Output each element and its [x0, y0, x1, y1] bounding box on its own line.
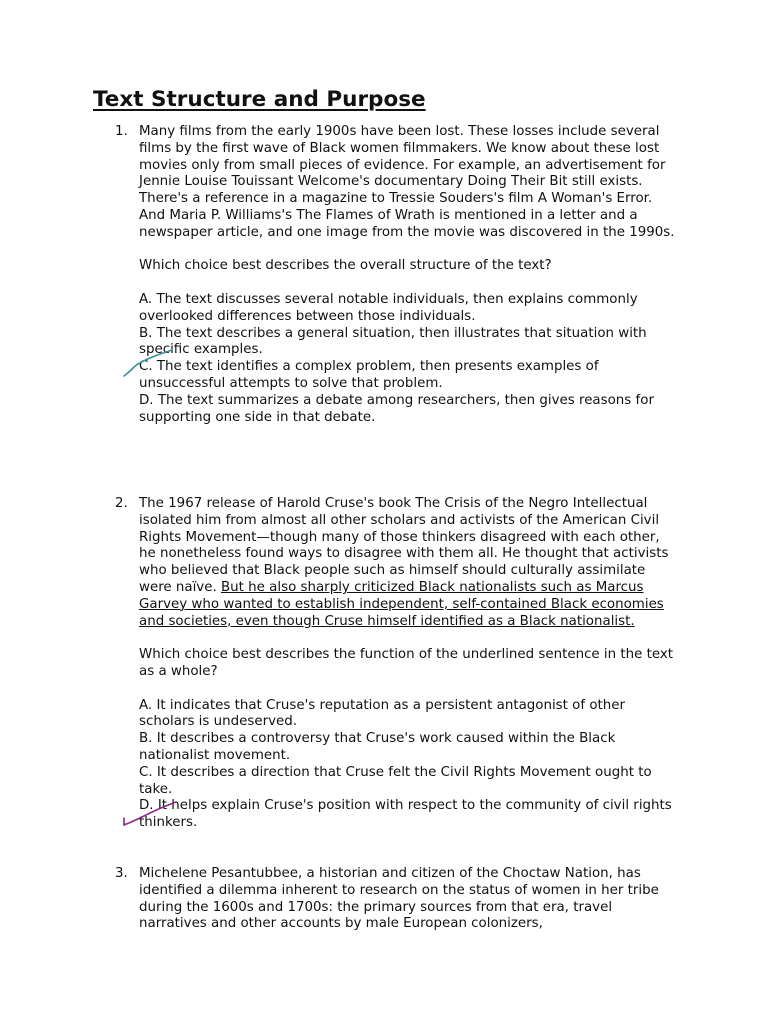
- question-1-passage: Many films from the early 1900s have been lost. These losses include several films by the first wave of Black women filmmakers. We know about these lost movies only from small pieces of evidence. For example, an advertisement for Jennie Louise Touissant Welcome's documentary Doing Their Bit still exists. There's a reference in a magazine to Tressie Souders's film A Woman's Error. And Maria P. Williams's The Flames of Wrath is mentioned in a letter and a newspaper article, and one image from the movie was discovered in the 1990s.: [139, 124, 675, 240]
- check-stroke-q1: [124, 350, 172, 376]
- question-1-number: 1.: [115, 124, 128, 139]
- question-1-choice-b: B. The text describes a general situation, then illustrates that situation with specific examples.: [139, 325, 647, 358]
- question-2-choice-c: C. It describes a direction that Cruse felt the Civil Rights Movement ought to take.: [139, 764, 652, 797]
- question-2: [139, 496, 679, 832]
- question-2-prompt: Which choice best describes the function of the underlined sentence in the text as a whole?: [139, 647, 674, 679]
- question-1-choice-a: A. The text discusses several notable individuals, then explains commonly overlooked differences between those individuals.: [139, 291, 638, 324]
- question-2-choice-a: A. It indicates that Cruse's reputation as a persistent antagonist of other scholars is undeserved.: [139, 697, 625, 730]
- question-1-prompt: Which choice best describes the overall structure of the text?: [139, 258, 552, 274]
- question-1: [139, 124, 679, 426]
- question-1-choice-d: D. The text summarizes a debate among researchers, then gives reasons for supporting one side in that debate.: [139, 392, 654, 425]
- question-2-passage-text: The 1967 release of Harold Cruse's book The Crisis of the Negro Intellectual isolated him from almost all other scholars and activists of the American Civil Rights Movement—though many of those thinkers disagreed with each other, he nonetheless found ways to disagree with them all. He thought that activists who believed that Black people such as himself should culturally assimilate were naïve.: [139, 496, 669, 595]
- question-3-passage: Michelene Pesantubbee, a historian and citizen of the Choctaw Nation, has identified a dilemma inherent to research on the status of women in her tribe during the 1600s and 1700s: the primary sources from that era, travel narratives and other accounts by male European colonizers,: [139, 866, 659, 932]
- question-2-number: 2.: [115, 496, 128, 511]
- question-3: [139, 866, 679, 933]
- document-title: Text Structure and Purpose: [93, 87, 426, 112]
- question-2-passage: [139, 496, 679, 630]
- question-1-choice-c: C. The text identifies a complex problem, then presents examples of unsuccessful attempts to solve that problem.: [139, 359, 599, 391]
- handwritten-check-mark-q2: [118, 798, 182, 830]
- question-2-choice-b: B. It describes a controversy that Cruse's work caused within the Black nationalist movement.: [139, 731, 616, 763]
- question-3-number: 3.: [115, 866, 128, 881]
- check-stroke-q2: [124, 802, 176, 825]
- question-2-underlined-sentence: But he also sharply criticized Black nationalists such as Marcus Garvey who wanted to establish independent, self-contained Black economies and societies, even though Cruse himself identified as a Black nationalist.: [139, 579, 664, 629]
- handwritten-check-mark-q1: [120, 346, 180, 380]
- question-2-choice-d: D. It helps explain Cruse's position with respect to the community of civil rights thinkers.: [139, 798, 672, 831]
